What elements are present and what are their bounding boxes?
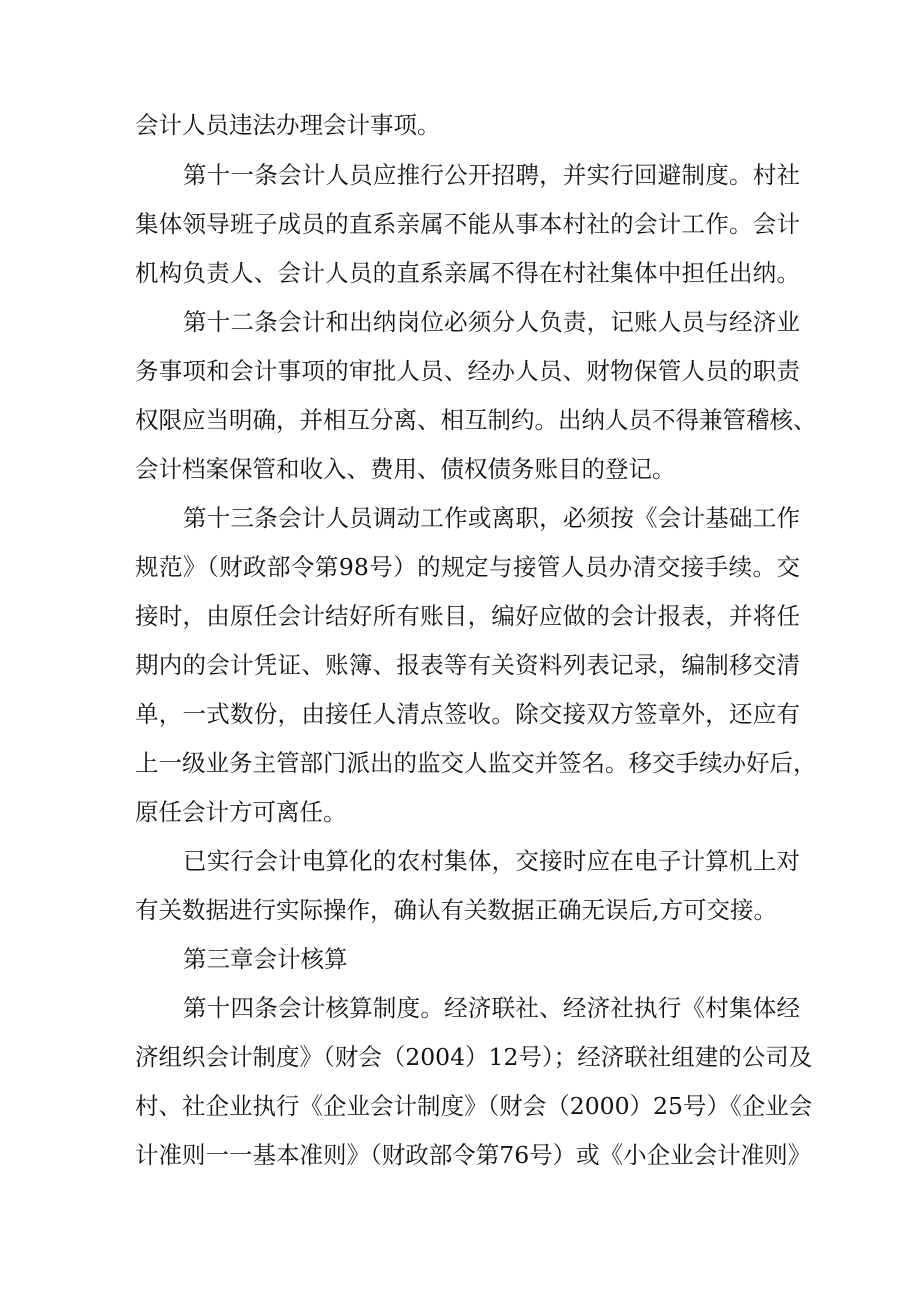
text-line: 第十四条会计核算制度。经济联社、经济社执行《村集体经 [183,994,800,1022]
text-line: 第十二条会计和出纳岗位必须分人负责，记账人员与经济业 [183,308,800,336]
text-line: 济组织会计制度》（财会（2004）12号）；经济联社组建的公司及 [135,1043,813,1071]
text-line: 已实行会计电算化的农村集体，交接时应在电子计算机上对 [183,847,800,875]
text-line: 权限应当明确，并相互分离、相互制约。出纳人员不得兼管稽核、 [135,406,817,434]
text-line: 规范》（财政部令第98号）的规定与接管人员办清交接手续。交 [135,553,800,581]
text-line: 村、社企业执行《企业会计制度》（财会（2000）25号）《企业会 [135,1092,813,1120]
text-line: 期内的会计凭证、账簿、报表等有关资料列表记录，编制移交清 [135,651,800,679]
text-line: 第十三条会计人员调动工作或离职，必须按《会计基础工作 [183,504,800,532]
text-line: 单，一式数份，由接任人清点签收。除交接双方签章外，还应有 [135,700,800,728]
text-line: 计准则一一基本准则》（财政部令第76号）或《小企业会计准则》 [135,1141,812,1169]
text-line: 务事项和会计事项的审批人员、经办人员、财物保管人员的职责 [135,357,800,385]
text-line: 上一级业务主管部门派出的监交人监交并签名。移交手续办好后， [135,749,817,777]
text-line: 有关数据进行实际操作，确认有关数据正确无误后,方可交接。 [135,896,777,924]
text-line: 接时，由原任会计结好所有账目，编好应做的会计报表，并将任 [135,602,800,630]
text-line: 原任会计方可离任。 [135,798,347,826]
text-line: 会计人员违法办理会计事项。 [135,111,441,139]
text-line: 第十一条会计人员应推行公开招聘，并实行回避制度。村社 [183,161,800,189]
text-line: 会计档案保管和收入、费用、债权债务账目的登记。 [135,455,676,483]
text-line: 集体领导班子成员的直系亲属不能从事本村社的会计工作。会计 [135,210,800,238]
text-line: 机构负责人、会计人员的直系亲属不得在村社集体中担任出纳。 [135,259,800,287]
chapter-heading: 第三章会计核算 [183,945,348,973]
